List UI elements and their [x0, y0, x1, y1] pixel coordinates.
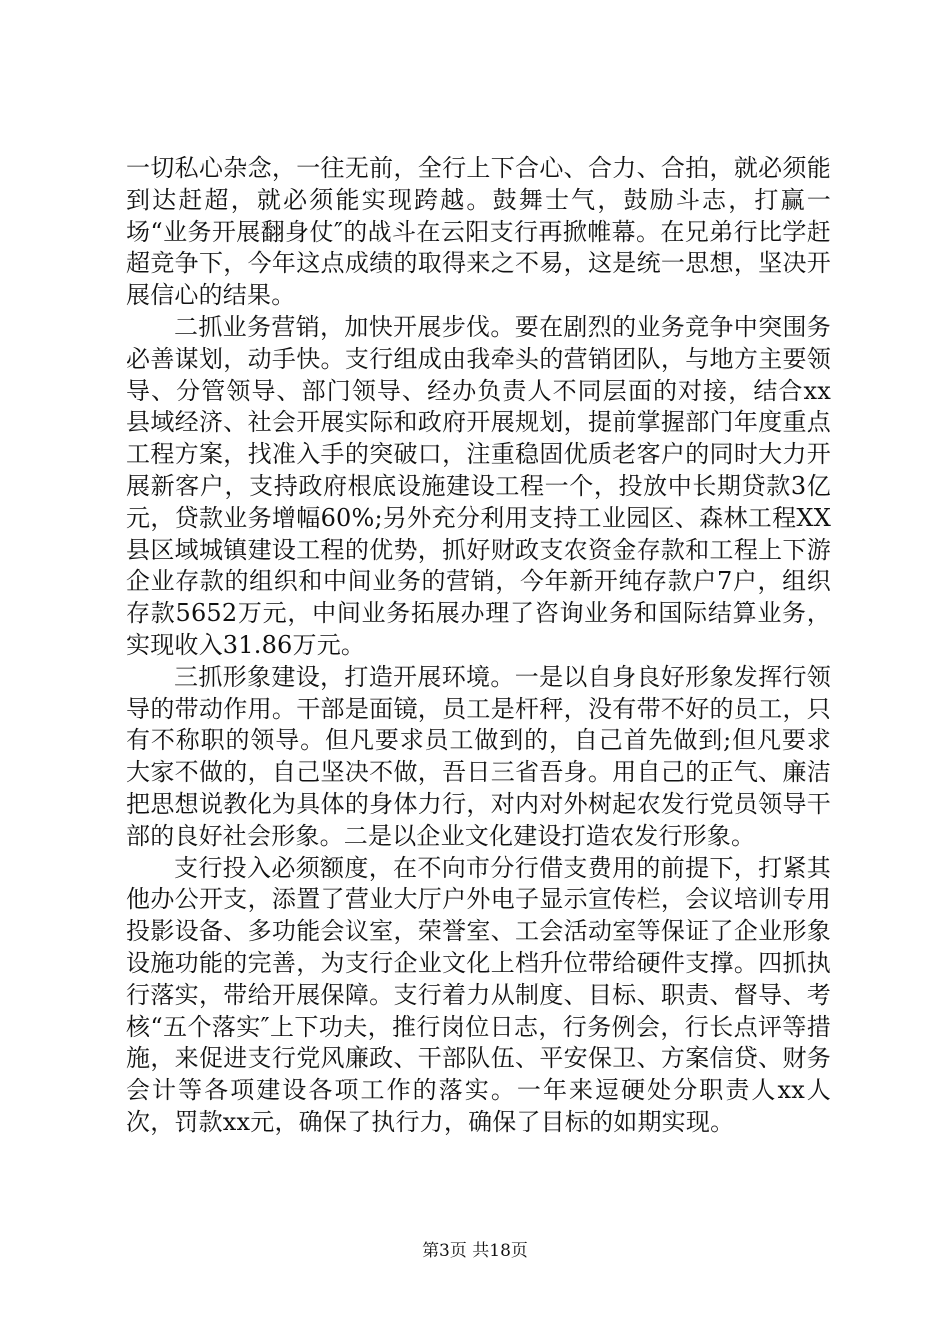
paragraph-business-marketing: 二抓业务营销，加快开展步伐。要在剧烈的业务竞争中突围务必善谋划，动手快。支行组成由我牵头的营销团队，与地方主要领导、分管领导、部门领导、经办负责人不同层面的对接，结合xx县域经济、社会开展实际和政府开展规划，提前掌握部门年度重点工程方案，找准入手的突破口，注重稳固优质老客户的同时大力开展新客户，支持政府根底设施建设工程一个，投放中长期贷款3亿元，贷款业务增幅60%;另外充分利用支持工业园区、森林工程XX县区域城镇建设工程的优势，抓好财政支农资金存款和工程上下游企业存款的组织和中间业务的营销，今年新开纯存款户7户，组织存款5652万元，中间业务拓展办理了咨询业务和国际结算业务，实现收入31.86万元。	[126, 312, 831, 659]
paragraph-image-building: 三抓形象建设，打造开展环境。一是以自身良好形象发挥行领导的带动作用。干部是面镜，员工是杆秤，没有带不好的员工，只有不称职的领导。但凡要求员工做到的，自己首先做到;但凡要求大家不做的，自己坚决不做，吾日三省吾身。用自己的正气、廉洁把思想说教化为具体的身体力行，对内对外树起农发行党员领导干部的良好社会形象。二是以企业文化建设打造农发行形象。	[126, 662, 831, 850]
page-footer: 第3页 共18页	[422, 1241, 528, 1261]
document-body	[126, 153, 831, 1139]
paragraph-investment-execution: 支行投入必须额度，在不向市分行借支费用的前提下，打紧其他办公开支，添置了营业大厅户外电子显示宣传栏，会议培训专用投影设备、多功能会议室，荣誉室、工会活动室等保证了企业形象设施功能的完善，为支行企业文化上档升位带给硬件支撑。四抓执行落实，带给开展保障。支行着力从制度、目标、职责、督导、考核“五个落实″上下功夫，推行岗位日志，行务例会，行长点评等措施，来促进支行党风廉政、干部队伍、平安保卫、方案信贷、财务会计等各项建设各项工作的落实。一年来逗硬处分职责人xx人次，罚款xx元，确保了执行力，确保了目标的如期实现。	[126, 853, 831, 1136]
paragraph-continuation: 一切私心杂念，一往无前，全行上下合心、合力、合拍，就必须能到达赶超，就必须能实现跨越。鼓舞士气，鼓励斗志，打赢一场“业务开展翻身仗″的战斗在云阳支行再掀帷幕。在兄弟行比学赶超竞争下，今年这点成绩的取得来之不易，这是统一思想，坚决开展信心的结果。	[126, 154, 831, 310]
